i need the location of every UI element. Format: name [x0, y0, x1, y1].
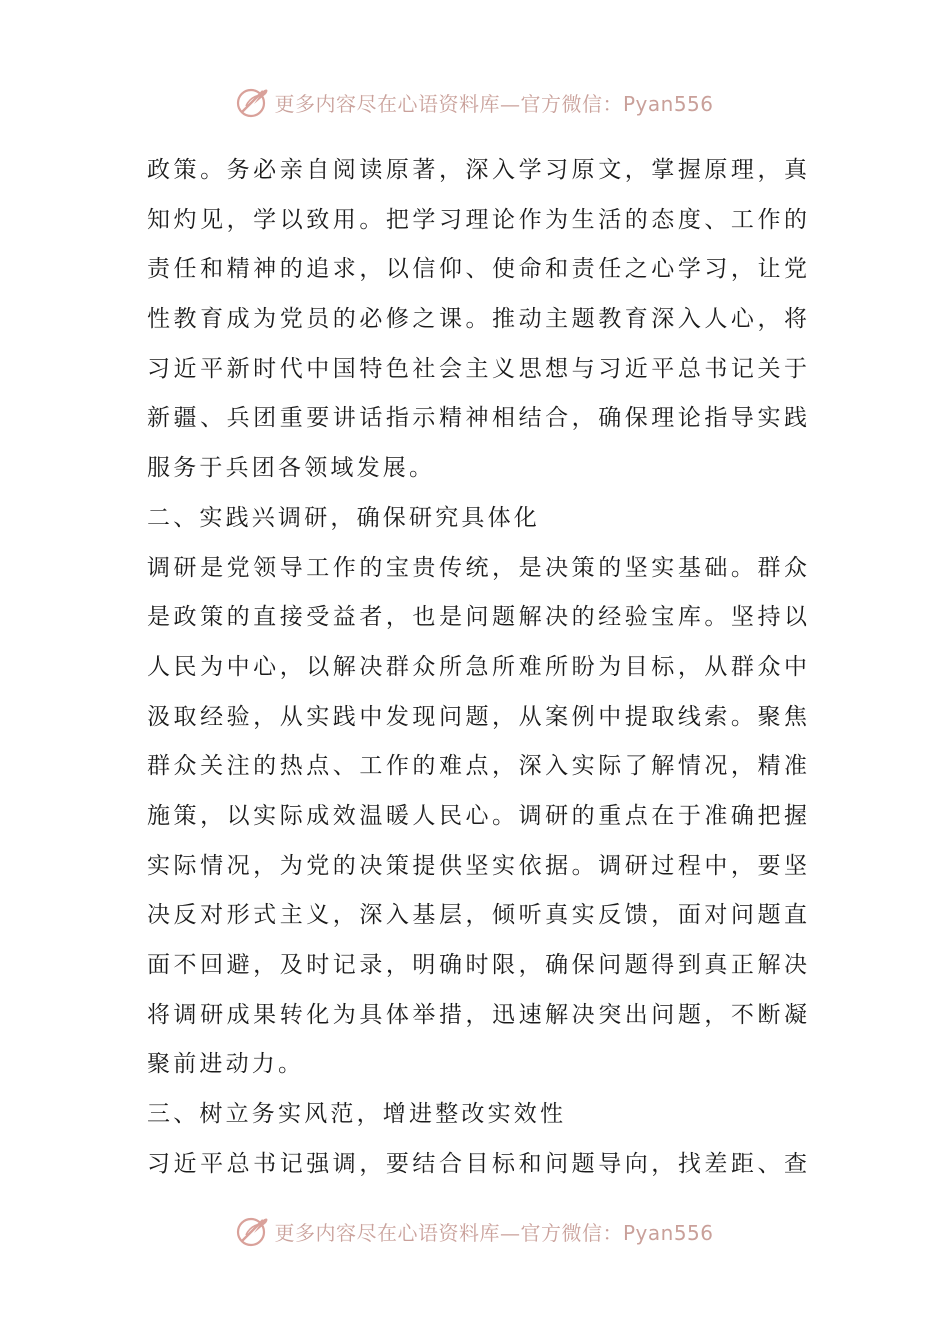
text-line: 施策，以实际成效温暖人民心。调研的重点在于准确把握: [147, 802, 807, 829]
banner-text: 更多内容尽在心语资料库—官方微信：Pyan556: [274, 1220, 714, 1245]
text-line: 面不回避，及时记录，明确时限，确保问题得到真正解决: [147, 952, 807, 978]
wechat-id: Pyan556: [622, 1220, 714, 1245]
document-body: [147, 146, 807, 1189]
text-line: 调研是党领导工作的宝贵传统，是决策的坚实基础。群众: [147, 554, 807, 581]
quill-logo-icon: [236, 1214, 270, 1248]
text-line: 实际情况，为党的决策提供坚实依据。调研过程中，要坚: [147, 852, 807, 879]
text-line: 是政策的直接受益者，也是问题解决的经验宝库。坚持以: [147, 604, 807, 631]
wechat-id: Pyan556: [622, 91, 714, 116]
text-line: 习近平总书记强调，要结合目标和问题导向，找差距、查: [147, 1150, 807, 1177]
text-line: 群众关注的热点、工作的难点，深入实际了解情况，精准: [147, 753, 807, 780]
text-line: 知灼见，学以致用。把学习理论作为生活的态度、工作的: [147, 206, 807, 233]
text-line: 责任和精神的追求，以信仰、使命和责任之心学习，让党: [147, 256, 807, 283]
banner-text: 更多内容尽在心语资料库—官方微信：Pyan556: [274, 91, 714, 116]
text-line: 聚前进动力。: [147, 1051, 305, 1078]
footer-banner: [0, 1211, 950, 1251]
text-line: 人民为中心，以解决群众所急所难所盼为目标，从群众中: [147, 653, 807, 680]
text-line: 将调研成果转化为具体举措，迅速解决突出问题，不断凝: [147, 1001, 807, 1028]
text-line: 新疆、兵团重要讲话指示精神相结合，确保理论指导实践: [147, 405, 807, 432]
text-line: 汲取经验，从实践中发现问题，从案例中提取线索。聚焦: [147, 703, 807, 730]
text-line: 性教育成为党员的必修之课。推动主题教育深入人心，将: [147, 306, 807, 333]
header-banner: [0, 82, 950, 122]
text-line: 服务于兵团各领域发展。: [147, 455, 436, 482]
section-heading: 二、实践兴调研，确保研究具体化: [147, 504, 540, 531]
text-line: 习近平新时代中国特色社会主义思想与习近平总书记关于: [147, 355, 807, 382]
quill-logo-icon: [236, 85, 270, 119]
text-line: 政策。务必亲自阅读原著，深入学习原文，掌握原理，真: [147, 157, 807, 183]
text-line: 决反对形式主义，深入基层，倾听真实反馈，面对问题直: [147, 902, 807, 929]
section-heading: 三、树立务实风范，增进整改实效性: [147, 1101, 567, 1128]
